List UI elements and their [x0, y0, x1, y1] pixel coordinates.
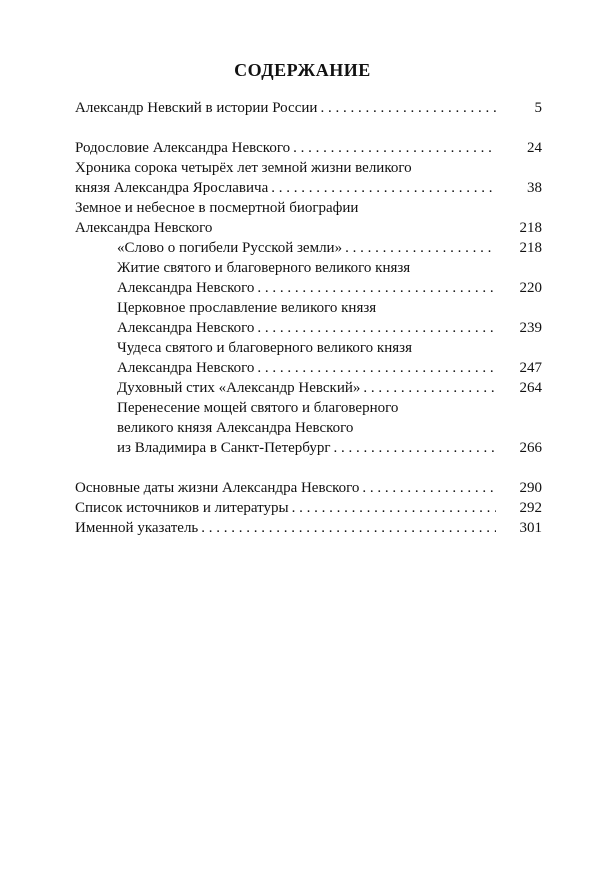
toc-entry — [75, 478, 542, 498]
toc-entry-title: Духовный стих «Александр Невский» — [117, 380, 361, 396]
toc-subentry — [75, 338, 542, 378]
toc-subentry — [75, 378, 542, 398]
toc-entry-title: Список источников и литературы — [75, 500, 289, 516]
toc-entry-title-continued: Александра Невского — [75, 220, 213, 236]
toc-entry — [75, 498, 542, 518]
toc-entry-title: Александр Невский в истории России — [75, 100, 318, 116]
toc-entry-page: 266 — [519, 440, 542, 456]
toc-subentry — [75, 238, 542, 258]
toc-entry-title: Житие святого и благоверного великого князя — [117, 260, 411, 276]
toc-entry-page: 5 — [534, 100, 542, 116]
dot-leader — [292, 498, 496, 518]
toc-entry-title-continued: Александра Невского — [117, 320, 255, 336]
toc-entry-page: 220 — [519, 280, 542, 296]
dot-leader — [334, 438, 496, 458]
dot-leader — [363, 378, 496, 398]
dot-leader — [345, 238, 496, 258]
dot-leader — [362, 478, 496, 498]
dot-leader — [257, 278, 496, 298]
toc-entry-page: 264 — [519, 380, 542, 396]
toc-entry-page: 218 — [519, 220, 542, 236]
toc-entry — [75, 158, 542, 198]
toc-entry-title: Именной указатель — [75, 520, 199, 536]
toc-entry-page: 239 — [519, 320, 542, 336]
toc-entry-title-continued: из Владимира в Санкт-Петербург — [117, 440, 331, 456]
dot-leader — [257, 318, 496, 338]
toc-entry-page: 218 — [519, 240, 542, 256]
table-of-contents — [75, 98, 542, 538]
toc-entry-title: «Слово о погибели Русской земли» — [117, 240, 343, 256]
toc-entry-page: 38 — [527, 180, 542, 196]
dot-leader — [320, 98, 496, 118]
toc-entry-title: Церковное прославление великого князя — [117, 300, 377, 316]
toc-entry-title-continued: великого князя Александра Невского — [117, 420, 354, 436]
dot-leader — [293, 138, 496, 158]
toc-entry-title-continued: Александра Невского — [117, 360, 255, 376]
toc-entry-title-continued: Александра Невского — [117, 280, 255, 296]
toc-entry — [75, 518, 542, 538]
toc-entry-title-continued: князя Александра Ярославича — [75, 180, 269, 196]
toc-entry-page: 292 — [519, 500, 542, 516]
dot-leader — [201, 518, 496, 538]
toc-subentry — [75, 298, 542, 338]
page-title: СОДЕРЖАНИЕ — [234, 60, 371, 80]
toc-entry-title: Земное и небесное в посмертной биографии — [75, 200, 359, 216]
dot-leader — [257, 358, 496, 378]
toc-subentry — [75, 258, 542, 298]
toc-entry-title: Основные даты жизни Александра Невского — [75, 480, 360, 496]
toc-entry-page: 301 — [519, 520, 542, 536]
toc-entry-title: Перенесение мощей святого и благоверного — [117, 400, 399, 416]
dot-leader — [271, 178, 496, 198]
toc-subentry — [75, 398, 542, 458]
toc-entry-page: 247 — [519, 360, 542, 376]
toc-entry — [75, 138, 542, 158]
toc-entry-page: 24 — [527, 140, 542, 156]
toc-entry-title: Родословие Александра Невского — [75, 140, 291, 156]
toc-entry — [75, 98, 542, 118]
toc-entry-title: Чудеса святого и благоверного великого князя — [117, 340, 412, 356]
toc-entry-page: 290 — [519, 480, 542, 496]
toc-entry-title: Хроника сорока четырёх лет земной жизни великого — [75, 160, 412, 176]
toc-entry — [75, 198, 542, 238]
